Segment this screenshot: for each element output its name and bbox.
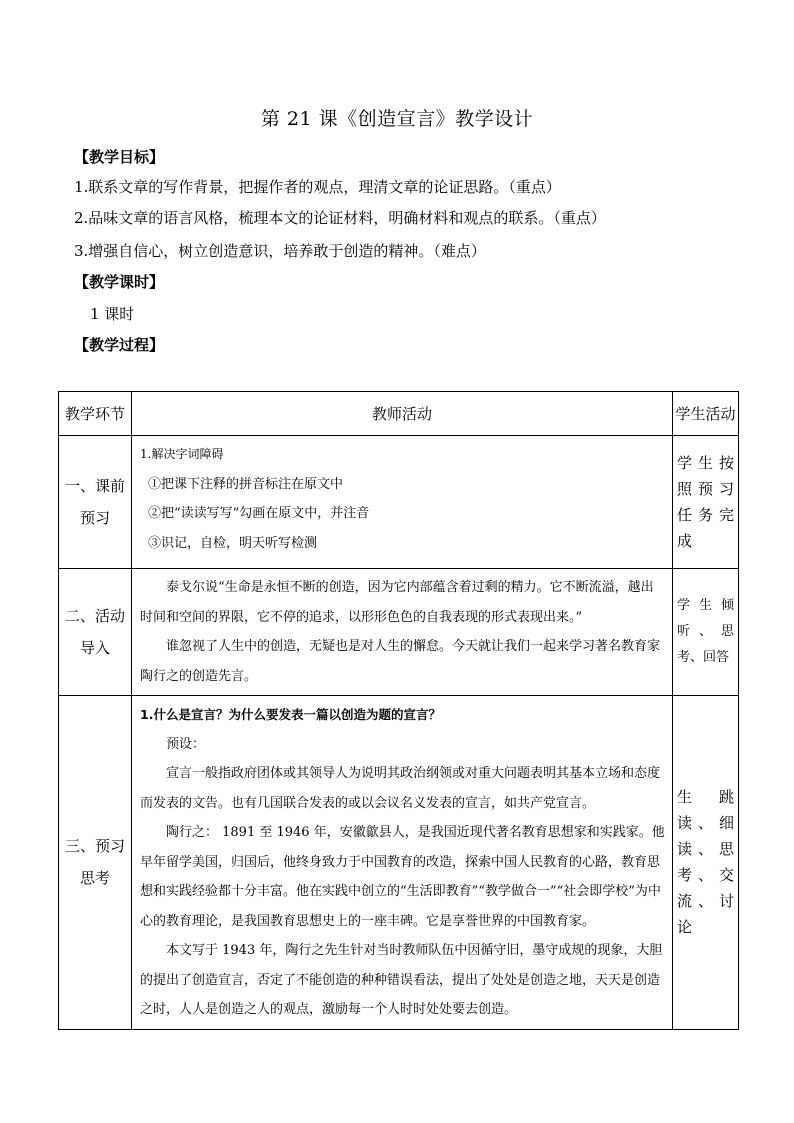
teacher-paragraph: 谁忽视了人生中的创造，无疑也是对人生的懈怠。今天就让我们一起来学习著名教育家陶行之的创造先言。 <box>140 639 661 684</box>
table-row <box>59 696 739 1030</box>
objective-item-2: 2.品味文章的语言风格，梳理本文的论证材料，明确材料和观点的联系。（重点） <box>74 209 606 227</box>
teacher-paragraph: 宣言一般指政府团体或其领导人为说明其政治纲领或对重大问题表明其基本立场和态度而发表的文告。也有几国联合发表的或以会议名义发表的宣言，如共产党宣言。 <box>140 766 661 811</box>
stage-cell: 二、活动导入 <box>59 569 132 696</box>
teacher-line: 1.解决字词障碍 <box>140 447 224 461</box>
header-student: 学生活动 <box>673 392 739 436</box>
teacher-line: ②把“读读写写”勾画在原文中，并注音 <box>148 506 370 521</box>
header-teacher: 教师活动 <box>132 392 673 436</box>
document-title: 第 21 课《创造宣言》教学设计 <box>260 108 534 130</box>
teacher-line: ③识记，自检，明天听写检测 <box>148 535 318 551</box>
hours-value: 1 课时 <box>90 305 135 323</box>
teacher-question: 1.什么是宣言？为什么要发表一篇以创造为题的宣言？ <box>140 707 441 722</box>
teacher-paragraph: 泰戈尔说“生命是永恒不断的创造，因为它内部蕴含着过剩的精力。它不断流溢，越出时间和空间的界限，它不停的追求，以形形色色的自我表现的形式表现出来。” <box>140 580 654 625</box>
lesson-process-table <box>58 391 739 1030</box>
objective-item-1: 1.联系文章的写作背景，把握作者的观点，理清文章的论证思路。（重点） <box>74 178 561 196</box>
teacher-paragraph: 陶行之： 1891 至 1946 年，安徽歙县人，是我国近现代著名教育思想家和实践家。他早年留学美国，归国后，他终身致力于中国教育的改造，探索中国人民教育的心路，教育思想和实践经验都十分丰富。他在实践中创立的“生活即教育”“教学做合一”“社会即学校”为中心的教育理论，是我国教育思想史上的一座丰碑。它是享誉世界的中国教育家。 <box>140 825 665 929</box>
teacher-cell <box>132 436 673 569</box>
teacher-paragraph: 本文写于 1943 年，陶行之先生针对当时教师队伍中因循守旧，墨守成规的现象，大胆的提出了创造宣言，否定了不能创造的种种错误看法，提出了处处是创造之地，天天是创造之时，人人是创造之人的观点，激励每一个人时时处处要去创造。 <box>140 943 663 1017</box>
header-stage: 教学环节 <box>59 392 132 436</box>
process-heading: 【教学过程】 <box>74 336 165 354</box>
stage-cell: 一、课前预习 <box>59 436 132 569</box>
objective-item-3: 3.增强自信心，树立创造意识，培养敢于创造的精神。（难点） <box>74 242 486 260</box>
table-row <box>59 436 739 569</box>
table-header-row <box>59 392 739 436</box>
teacher-line: ①把课下注释的拼音标注在原文中 <box>148 476 344 492</box>
student-cell: 生跳读、细读、思考、交流、讨论 <box>673 696 739 1030</box>
table-row <box>59 569 739 696</box>
student-cell: 学生按照预习任务完成 <box>673 436 739 569</box>
stage-cell: 三、预习思考 <box>59 696 132 1030</box>
objectives-heading: 【教学目标】 <box>74 148 165 166</box>
teacher-paragraph: 预设： <box>166 736 206 752</box>
hours-heading: 【教学课时】 <box>74 273 165 291</box>
teacher-cell <box>132 696 673 1030</box>
teacher-cell <box>132 569 673 696</box>
student-cell: 学生倾听、思考、回答 <box>673 569 739 696</box>
